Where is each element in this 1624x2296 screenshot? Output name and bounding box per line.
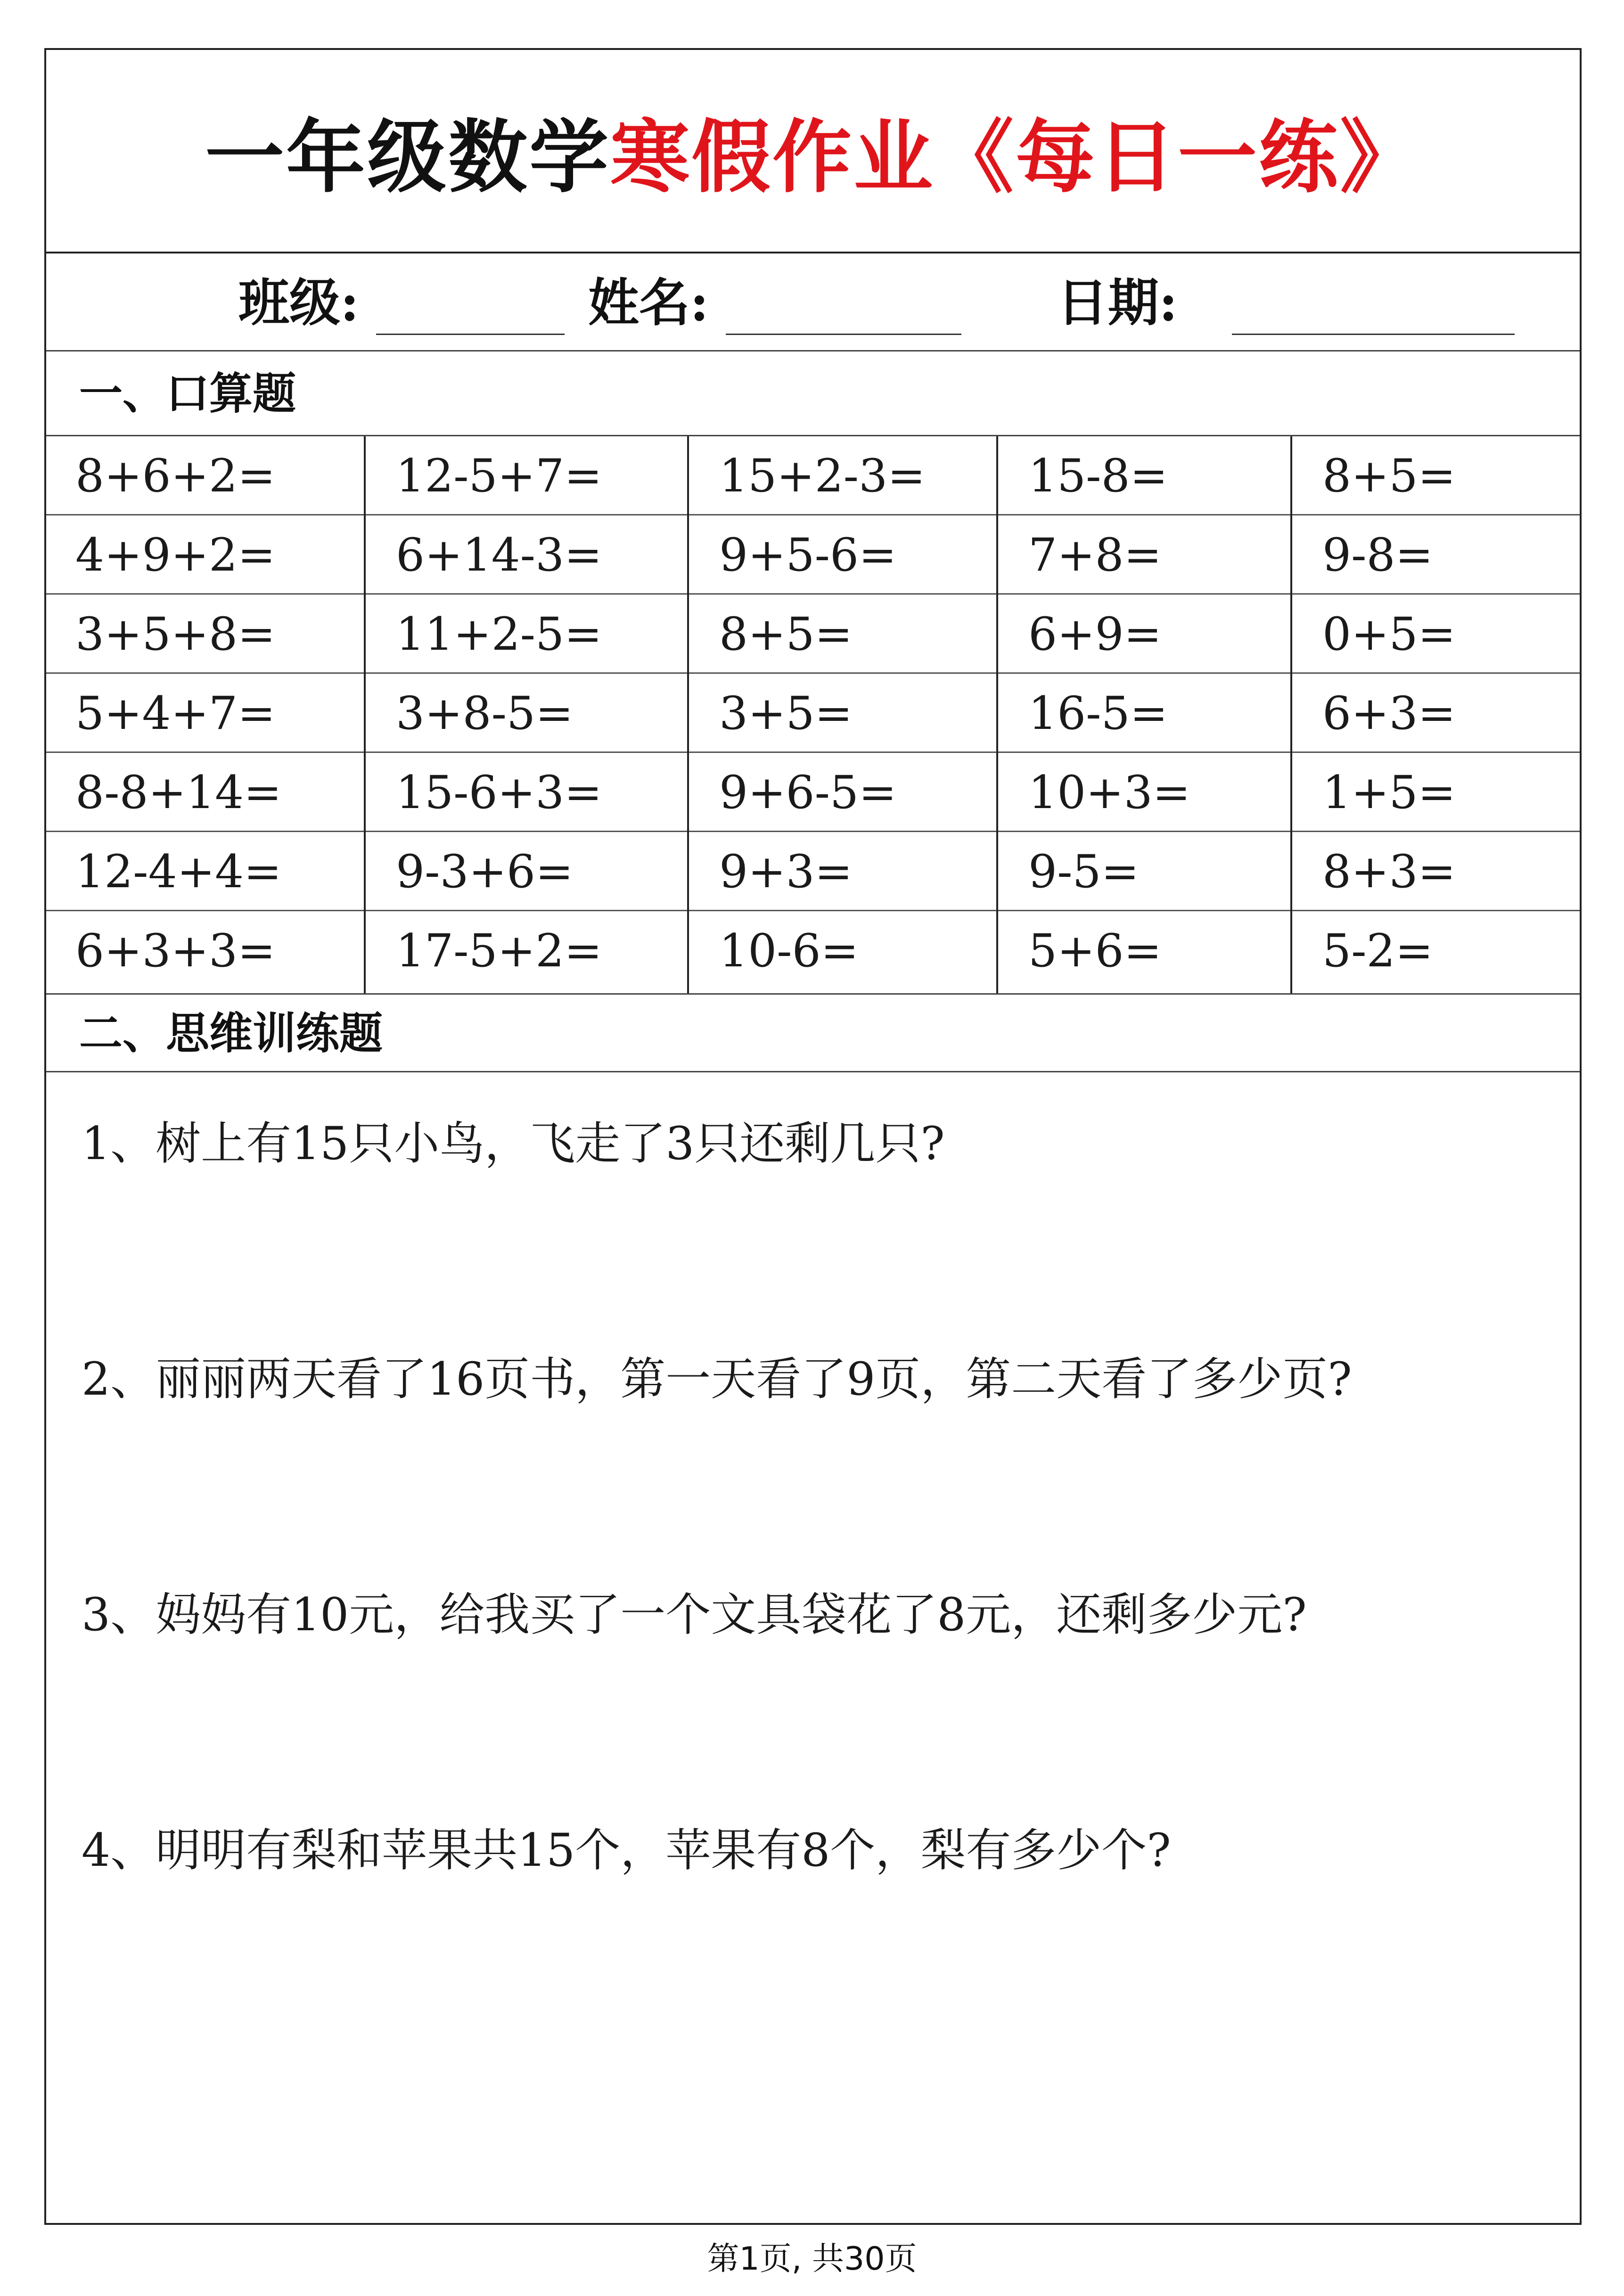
- calc-row: [46, 595, 1580, 674]
- calc-cell: 8+5=: [1322, 449, 1456, 502]
- calc-cell: 9+3=: [719, 845, 853, 898]
- page-number: 第1页, 共30页: [707, 2240, 917, 2278]
- calc-cell: 17-5+2=: [396, 924, 602, 977]
- calc-cell: 15+2-3=: [719, 449, 926, 502]
- calc-row: [46, 436, 1580, 515]
- date-blank[interactable]: [1232, 334, 1515, 335]
- word-problem: 1、树上有15只小鸟，飞走了3只还剩几只?: [82, 1117, 945, 1170]
- calc-cell: 3+5+8=: [75, 608, 276, 661]
- calc-cell: 3+8-5=: [396, 687, 574, 740]
- calc-cell: 11+2-5=: [396, 608, 602, 661]
- calc-cell: 9+6-5=: [719, 766, 897, 819]
- section-heading-thinking-training: 二、思维训练题: [46, 993, 1580, 1072]
- calc-cell: 9-8=: [1322, 529, 1434, 581]
- column-divider: [687, 436, 689, 993]
- calc-cell: 6+9=: [1028, 608, 1162, 661]
- page-title: [205, 94, 1421, 208]
- calc-cell: 8+5=: [719, 608, 853, 661]
- calc-cell: 10-6=: [719, 924, 859, 977]
- title-row: [46, 50, 1580, 253]
- student-info-row: [46, 253, 1580, 351]
- calc-cell: 12-5+7=: [396, 449, 602, 502]
- column-divider: [996, 436, 998, 993]
- calc-cell: 5-2=: [1322, 924, 1434, 977]
- calc-row: [46, 753, 1580, 832]
- calc-cell: 16-5=: [1028, 687, 1168, 740]
- name-blank[interactable]: [726, 334, 961, 335]
- calc-cell: 8+6+2=: [75, 449, 276, 502]
- calc-row: [46, 674, 1580, 753]
- column-divider: [1290, 436, 1292, 993]
- class-label: 班级:: [238, 273, 359, 333]
- calc-cell: 1+5=: [1322, 766, 1456, 819]
- calc-cell: 4+9+2=: [75, 529, 276, 581]
- calc-row: [46, 911, 1580, 990]
- calc-cell: 6+3+3=: [75, 924, 276, 977]
- calc-cell: 6+14-3=: [396, 529, 602, 581]
- title-part-red: 寒假作业《每日一练》: [610, 111, 1421, 204]
- title-part-black: 一年级数学: [205, 111, 610, 204]
- date-label: 日期:: [1057, 273, 1178, 333]
- class-blank[interactable]: [376, 334, 565, 335]
- oral-arithmetic-grid: [46, 436, 1580, 993]
- calc-cell: 9+5-6=: [719, 529, 897, 581]
- calc-cell: 8-8+14=: [75, 766, 282, 819]
- calc-cell: 15-8=: [1028, 449, 1168, 502]
- calc-cell: 3+5=: [719, 687, 853, 740]
- word-problem: 2、丽丽两天看了16页书，第一天看了9页，第二天看了多少页?: [82, 1353, 1352, 1405]
- calc-cell: 0+5=: [1322, 608, 1456, 661]
- calc-row: [46, 832, 1580, 911]
- calc-cell: 9-5=: [1028, 845, 1140, 898]
- name-label: 姓名:: [588, 273, 709, 333]
- section-heading-oral-arithmetic: 一、口算题: [46, 351, 1580, 436]
- column-divider: [364, 436, 366, 993]
- calc-cell: 8+3=: [1322, 845, 1456, 898]
- calc-cell: 5+6=: [1028, 924, 1162, 977]
- calc-cell: 7+8=: [1028, 529, 1162, 581]
- calc-cell: 10+3=: [1028, 766, 1191, 819]
- calc-cell: 12-4+4=: [75, 845, 282, 898]
- word-problem: 4、明明有梨和苹果共15个，苹果有8个，梨有多少个?: [82, 1824, 1171, 1877]
- calc-cell: 9-3+6=: [396, 845, 574, 898]
- calc-cell: 5+4+7=: [75, 687, 276, 740]
- word-problem: 3、妈妈有10元，给我买了一个文具袋花了8元，还剩多少元?: [82, 1588, 1307, 1641]
- calc-cell: 6+3=: [1322, 687, 1456, 740]
- worksheet: [44, 48, 1582, 2225]
- calc-row: [46, 515, 1580, 595]
- calc-cell: 15-6+3=: [396, 766, 602, 819]
